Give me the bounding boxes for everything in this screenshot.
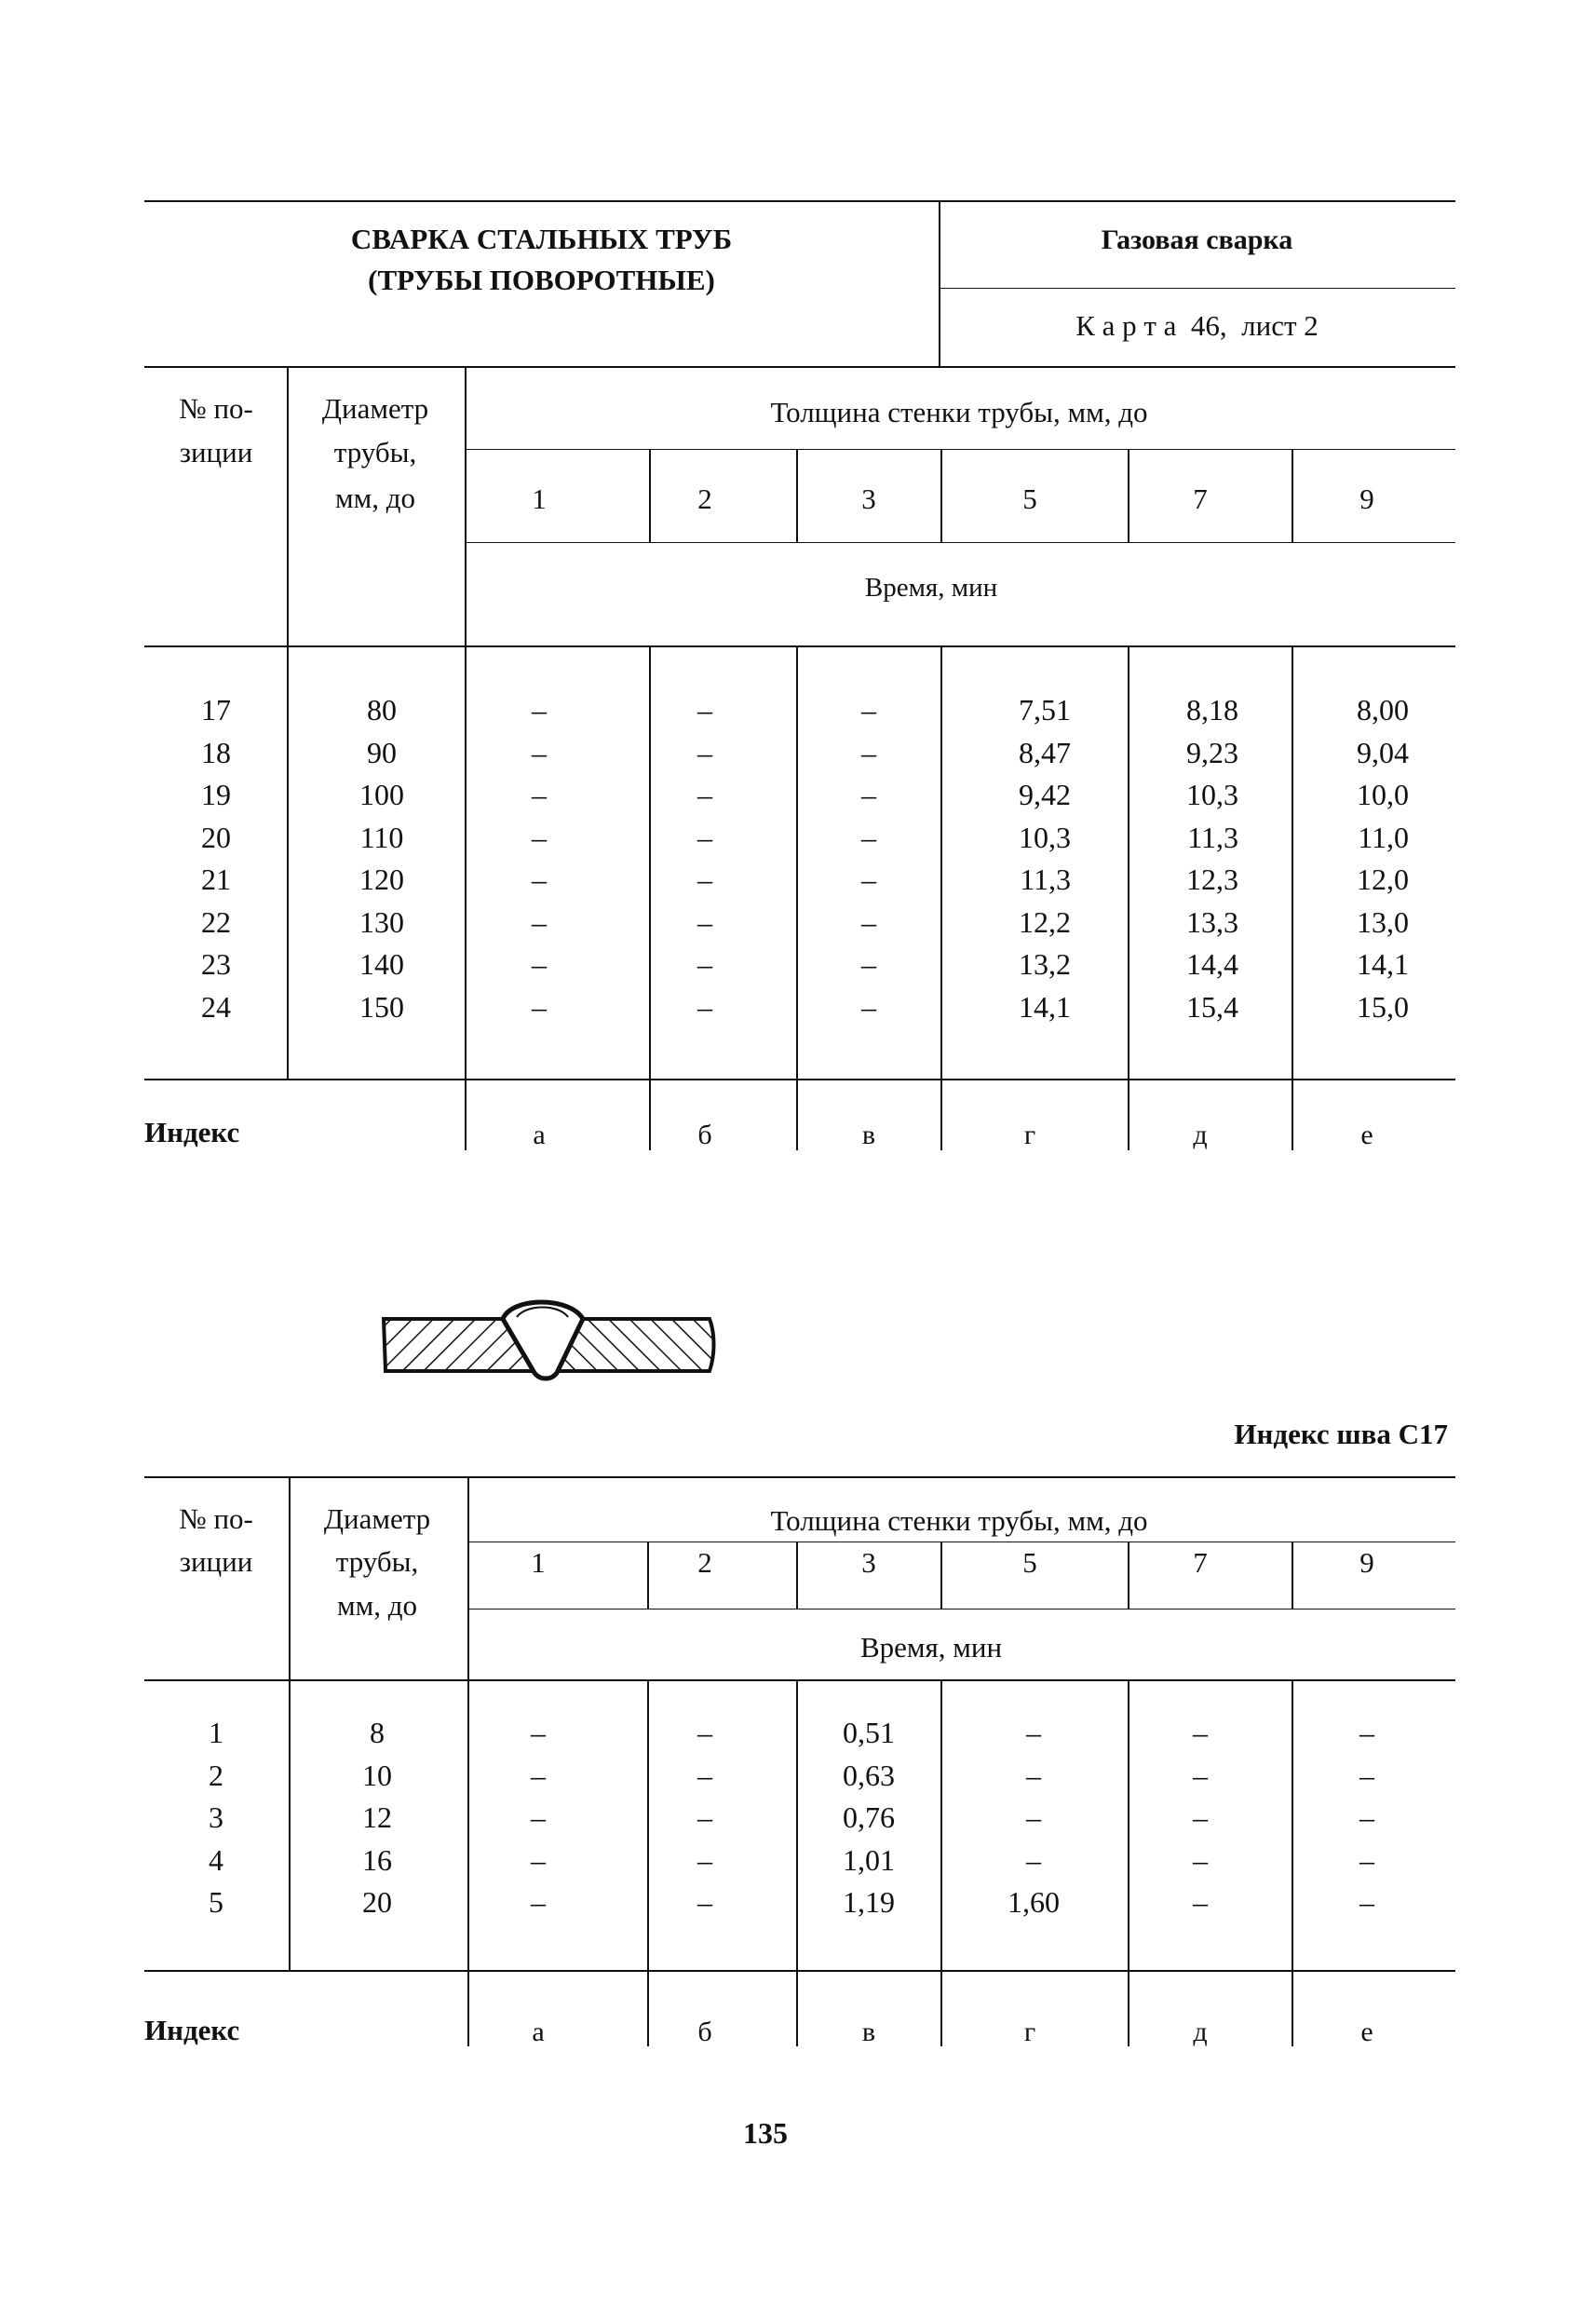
pos-cell: 20 bbox=[201, 820, 231, 854]
value-cell: – bbox=[532, 735, 547, 769]
diam-cell: 90 bbox=[367, 735, 397, 769]
col-pos-header-1: № по- bbox=[179, 392, 253, 425]
value-cell: – bbox=[861, 735, 876, 769]
value-cell: 8,18 bbox=[1186, 693, 1238, 727]
index-label: Индекс bbox=[144, 1116, 240, 1148]
value-cell: – bbox=[697, 1842, 712, 1877]
value-cell: 11,0 bbox=[1358, 820, 1409, 854]
rule bbox=[144, 200, 1455, 202]
col-diam-header-3: мм, до bbox=[334, 482, 416, 514]
table-row bbox=[0, 986, 1596, 1029]
value-cell: 12,2 bbox=[1019, 904, 1071, 939]
pos-cell: 5 bbox=[209, 1885, 223, 1919]
value-cell: – bbox=[531, 1842, 546, 1877]
diam-cell: 130 bbox=[359, 904, 404, 939]
rule bbox=[144, 1679, 1455, 1681]
value-cell: – bbox=[1026, 1716, 1041, 1749]
diam-cell: 140 bbox=[359, 947, 404, 981]
value-cell: – bbox=[532, 989, 547, 1024]
col-diam-header-2: трубы, bbox=[335, 1545, 419, 1578]
index-e: е bbox=[1360, 1120, 1373, 1150]
value-cell: – bbox=[861, 947, 876, 981]
value-cell: – bbox=[697, 778, 712, 811]
value-cell: 10,0 bbox=[1357, 778, 1409, 811]
index-label: Индекс bbox=[144, 2014, 240, 2046]
pos-cell: 1 bbox=[209, 1716, 223, 1749]
diam-cell: 80 bbox=[367, 693, 397, 727]
table-row bbox=[0, 1797, 1596, 1840]
index-d: д bbox=[1193, 1120, 1208, 1150]
value-cell: – bbox=[532, 904, 547, 939]
index-b: б bbox=[697, 2017, 712, 2047]
value-cell: – bbox=[1193, 1716, 1208, 1749]
thickness-3: 3 bbox=[861, 482, 876, 515]
pos-cell: 4 bbox=[209, 1842, 223, 1877]
value-cell: 1,60 bbox=[1008, 1885, 1060, 1919]
value-cell: – bbox=[531, 1758, 546, 1792]
diam-cell: 150 bbox=[359, 989, 404, 1024]
pos-cell: 23 bbox=[201, 947, 231, 981]
value-cell: 14,4 bbox=[1186, 947, 1238, 981]
rule bbox=[796, 449, 798, 542]
thickness-7: 7 bbox=[1193, 1546, 1208, 1579]
rule bbox=[144, 366, 1455, 368]
rule bbox=[796, 1542, 798, 1609]
value-cell: 9,42 bbox=[1019, 778, 1071, 811]
rule bbox=[144, 1476, 1455, 1478]
table-row bbox=[0, 1840, 1596, 1882]
table-1-body bbox=[0, 689, 1596, 1028]
rule bbox=[1292, 1542, 1293, 1609]
value-cell: – bbox=[1359, 1885, 1374, 1919]
table-row bbox=[0, 944, 1596, 986]
rule bbox=[940, 449, 942, 542]
diam-cell: 12 bbox=[362, 1800, 392, 1834]
rule bbox=[467, 1609, 1455, 1610]
thickness-1: 1 bbox=[531, 1546, 546, 1579]
time-header: Время, мин bbox=[859, 1631, 1003, 1664]
col-pos-header-2: зиции bbox=[179, 436, 253, 469]
pos-cell: 24 bbox=[201, 989, 231, 1024]
table-row bbox=[0, 689, 1596, 732]
value-cell: – bbox=[1193, 1758, 1208, 1792]
value-cell: 9,23 bbox=[1186, 735, 1238, 769]
value-cell: – bbox=[1193, 1842, 1208, 1877]
thickness-5: 5 bbox=[1022, 482, 1037, 515]
value-cell: 11,3 bbox=[1020, 862, 1071, 896]
value-cell: – bbox=[861, 693, 876, 727]
col-diam-header-1: Диаметр bbox=[323, 1502, 431, 1535]
value-cell: – bbox=[1026, 1842, 1041, 1877]
value-cell: 15,0 bbox=[1357, 989, 1409, 1024]
time-header: Время, мин bbox=[864, 573, 998, 603]
value-cell: 0,51 bbox=[843, 1716, 895, 1749]
value-cell: – bbox=[697, 820, 712, 854]
diam-cell: 10 bbox=[362, 1758, 392, 1792]
weld-seam-diagram bbox=[372, 1295, 726, 1388]
pos-cell: 18 bbox=[201, 735, 231, 769]
value-cell: – bbox=[531, 1716, 546, 1749]
value-cell: – bbox=[1359, 1842, 1374, 1877]
diam-cell: 120 bbox=[359, 862, 404, 896]
value-cell: – bbox=[697, 693, 712, 727]
table-row bbox=[0, 1755, 1596, 1798]
value-cell: – bbox=[1193, 1885, 1208, 1919]
page-number: 135 bbox=[743, 2116, 788, 2150]
page-title-line1: СВАРКА СТАЛЬНЫХ ТРУБ bbox=[350, 223, 733, 255]
diam-cell: 16 bbox=[362, 1842, 392, 1877]
table-row bbox=[0, 1881, 1596, 1924]
rule bbox=[939, 288, 1455, 289]
value-cell: 13,0 bbox=[1357, 904, 1409, 939]
thickness-1: 1 bbox=[532, 482, 547, 515]
thickness-3: 3 bbox=[861, 1546, 876, 1579]
value-cell: – bbox=[861, 904, 876, 939]
value-cell: – bbox=[697, 1758, 712, 1792]
table-row bbox=[0, 1712, 1596, 1755]
value-cell: 13,3 bbox=[1186, 904, 1238, 939]
thickness-2: 2 bbox=[697, 1546, 712, 1579]
value-cell: – bbox=[861, 820, 876, 854]
index-v: в bbox=[861, 2017, 876, 2047]
value-cell: 14,1 bbox=[1019, 989, 1071, 1024]
weld-index-label: Индекс шва С17 bbox=[1234, 1418, 1448, 1450]
index-e: е bbox=[1360, 2017, 1373, 2047]
value-cell: 1,19 bbox=[843, 1885, 895, 1919]
value-cell: 1,01 bbox=[843, 1842, 895, 1877]
pos-cell: 19 bbox=[201, 778, 231, 811]
value-cell: – bbox=[861, 862, 876, 896]
thickness-2: 2 bbox=[697, 482, 712, 515]
value-cell: – bbox=[1026, 1800, 1041, 1834]
value-cell: 0,63 bbox=[843, 1758, 895, 1792]
value-cell: – bbox=[697, 735, 712, 769]
index-a: а bbox=[533, 1120, 546, 1150]
index-v: в bbox=[861, 1120, 876, 1150]
index-g: г bbox=[1023, 1120, 1036, 1150]
value-cell: – bbox=[1359, 1758, 1374, 1792]
value-cell: 10,3 bbox=[1186, 778, 1238, 811]
thickness-7: 7 bbox=[1193, 482, 1208, 515]
table-row bbox=[0, 732, 1596, 775]
value-cell: 15,4 bbox=[1186, 989, 1238, 1024]
value-cell: – bbox=[532, 862, 547, 896]
rule bbox=[465, 542, 1455, 543]
rule bbox=[144, 1079, 1455, 1080]
value-cell: 11,3 bbox=[1187, 820, 1238, 854]
value-cell: 10,3 bbox=[1019, 820, 1071, 854]
diam-cell: 110 bbox=[359, 820, 404, 854]
value-cell: – bbox=[861, 989, 876, 1024]
value-cell: – bbox=[861, 778, 876, 811]
value-cell: 0,76 bbox=[843, 1800, 895, 1834]
pos-cell: 3 bbox=[209, 1800, 223, 1834]
rule bbox=[1292, 449, 1293, 542]
pos-cell: 21 bbox=[201, 862, 231, 896]
value-cell: 12,3 bbox=[1186, 862, 1238, 896]
value-cell: 7,51 bbox=[1019, 693, 1071, 727]
value-cell: 9,04 bbox=[1357, 735, 1409, 769]
rule bbox=[649, 449, 651, 542]
category-label: Газовая сварка bbox=[1101, 224, 1293, 255]
rule bbox=[465, 449, 1455, 450]
value-cell: 14,1 bbox=[1357, 947, 1409, 981]
value-cell: 13,2 bbox=[1019, 947, 1071, 981]
pos-cell: 17 bbox=[201, 693, 231, 727]
rule bbox=[647, 1542, 649, 1609]
rule bbox=[1128, 1542, 1129, 1609]
diam-cell: 8 bbox=[370, 1716, 385, 1749]
card-label: К а р т а 46, лист 2 bbox=[1075, 309, 1319, 342]
value-cell: – bbox=[531, 1885, 546, 1919]
index-b: б bbox=[697, 1120, 712, 1150]
value-cell: – bbox=[531, 1800, 546, 1834]
value-cell: – bbox=[1359, 1716, 1374, 1749]
value-cell: – bbox=[532, 778, 547, 811]
value-cell: – bbox=[532, 947, 547, 981]
rule bbox=[1128, 449, 1129, 542]
value-cell: – bbox=[1026, 1758, 1041, 1792]
rule bbox=[940, 1542, 942, 1609]
col-diam-header-2: трубы, bbox=[333, 436, 417, 469]
thickness-9: 9 bbox=[1359, 1546, 1374, 1579]
value-cell: 8,00 bbox=[1357, 693, 1409, 727]
diam-cell: 100 bbox=[359, 778, 404, 811]
thickness-header: Толщина стенки трубы, мм, до bbox=[770, 396, 1148, 428]
diam-cell: 20 bbox=[362, 1885, 392, 1919]
value-cell: – bbox=[697, 989, 712, 1024]
col-diam-header-3: мм, до bbox=[336, 1589, 418, 1622]
value-cell: – bbox=[697, 947, 712, 981]
value-cell: – bbox=[697, 862, 712, 896]
rule bbox=[144, 1970, 1455, 1972]
table-row bbox=[0, 817, 1596, 860]
index-d: д bbox=[1193, 2017, 1208, 2047]
index-g: г bbox=[1023, 2017, 1036, 2047]
col-diam-header-1: Диаметр bbox=[321, 392, 429, 425]
value-cell: 8,47 bbox=[1019, 735, 1071, 769]
table-row bbox=[0, 774, 1596, 817]
value-cell: – bbox=[697, 904, 712, 939]
value-cell: – bbox=[532, 820, 547, 854]
table-row bbox=[0, 859, 1596, 902]
col-pos-header-1: № по- bbox=[179, 1502, 253, 1535]
thickness-9: 9 bbox=[1359, 482, 1374, 515]
table-row bbox=[0, 902, 1596, 944]
value-cell: 12,0 bbox=[1357, 862, 1409, 896]
thickness-5: 5 bbox=[1022, 1546, 1037, 1579]
pos-cell: 22 bbox=[201, 904, 231, 939]
col-pos-header-2: зиции bbox=[179, 1545, 253, 1578]
index-a: а bbox=[532, 2017, 545, 2047]
value-cell: – bbox=[1193, 1800, 1208, 1834]
value-cell: – bbox=[697, 1885, 712, 1919]
table-2-body bbox=[0, 1712, 1596, 1924]
page-title-line2: (ТРУБЫ ПОВОРОТНЫЕ) bbox=[368, 264, 715, 296]
value-cell: – bbox=[1359, 1800, 1374, 1834]
thickness-header: Толщина стенки трубы, мм, до bbox=[770, 1504, 1148, 1537]
value-cell: – bbox=[697, 1716, 712, 1749]
value-cell: – bbox=[532, 693, 547, 727]
pos-cell: 2 bbox=[209, 1758, 223, 1792]
rule bbox=[144, 645, 1455, 647]
value-cell: – bbox=[697, 1800, 712, 1834]
